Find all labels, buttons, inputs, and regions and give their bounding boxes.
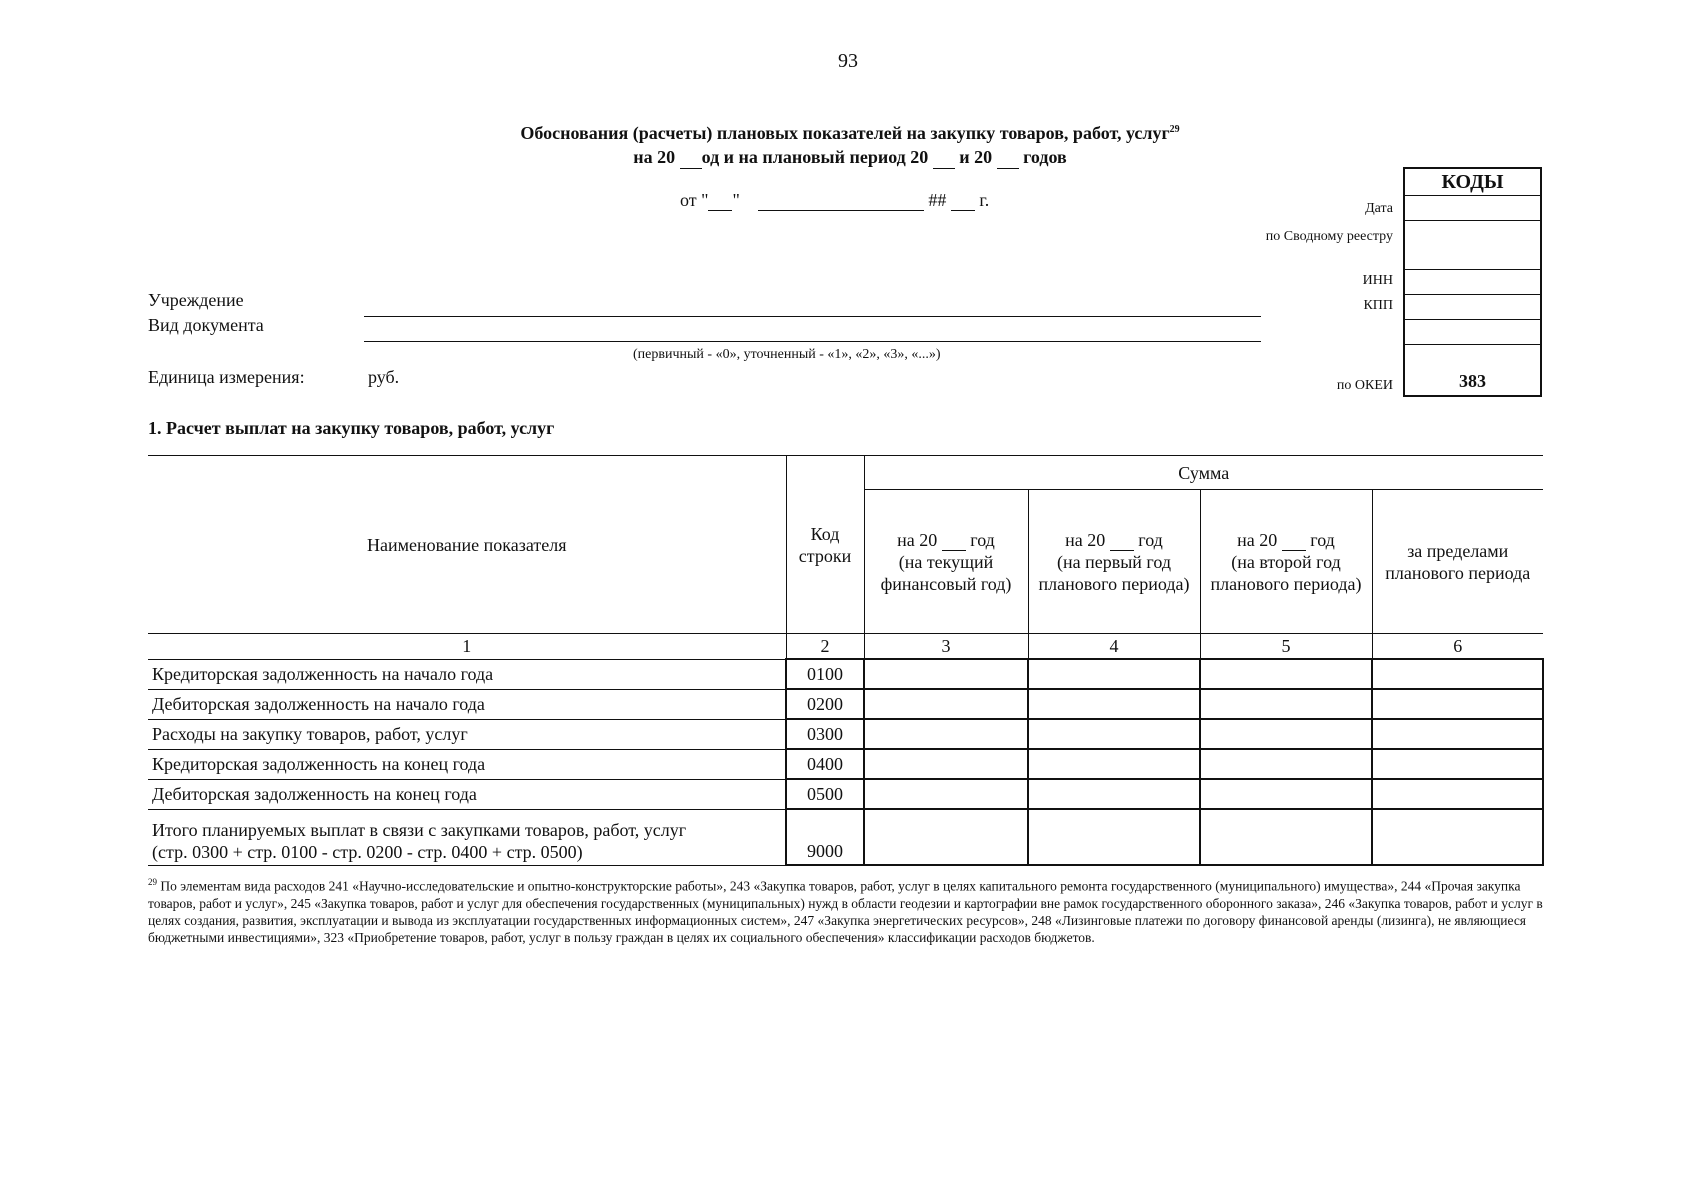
title-line-2 [300, 145, 1400, 169]
amount-cell[interactable] [1372, 659, 1543, 689]
code-inn-field[interactable] [1405, 270, 1540, 295]
year-day-blank[interactable] [951, 190, 975, 211]
table-row-total [148, 809, 1543, 865]
code-kpp-field[interactable] [1405, 295, 1540, 320]
doc-type-hint: (первичный - «0», уточненный - «1», «2», «3», «...») [633, 347, 941, 362]
table-row [148, 719, 1543, 749]
footnote-text: По элементам вида расходов 241 «Научно-исследовательские и опытно-конструкторские работы», 243 «Закупка товаров, работ, услуг в целях капитального ремонта государственного (муниципального) имущества», 244 «Прочая закупка товаров, работ и услуг», 245 «Закупка товаров, работ и услуг для обеспечения государственных (муниципальных) нужд в области геодезии и картографии вне рамок государственного оборонного заказа», 246 «Закупка товаров, работ и услуг в целях создания, развития, эксплуатации и вывода из эксплуатации государственных информационных систем», 247 «Закупка энергетических ресурсов», 248 «Лизинговые платежи по договору финансовой аренды (лизинга), не являющиеся бюджетными инвестициями», 323 «Приобретение товаров, работ, услуг в пользу граждан в целях их социального обеспечения» классификации расходов бюджетов. [148, 878, 1543, 945]
footnote-mark: 29 [148, 877, 157, 887]
amount-cell[interactable] [864, 779, 1028, 809]
plan-year-1-blank[interactable] [933, 148, 955, 169]
amount-cell[interactable] [1200, 779, 1372, 809]
amount-cell[interactable] [1200, 719, 1372, 749]
row-code: 0500 [786, 779, 864, 809]
section-title: 1. Расчет выплат на закупку товаров, работ, услуг [148, 418, 555, 438]
col-4-year [1033, 529, 1196, 551]
codes-header: КОДЫ [1405, 169, 1540, 196]
col-number: 1 [148, 634, 786, 660]
institution-label: Учреждение [148, 290, 244, 310]
amount-cell[interactable] [864, 749, 1028, 779]
amount-cell[interactable] [864, 689, 1028, 719]
col-5-desc: (на второй год планового периода) [1210, 551, 1362, 594]
amount-cell[interactable] [1200, 659, 1372, 689]
code-doc-type-field[interactable] [1405, 320, 1540, 345]
row-name: Кредиторская задолженность на начало года [148, 659, 786, 689]
date-suffix: г. [979, 190, 990, 210]
col-header-second-plan-year [1200, 490, 1372, 634]
row-name: Дебиторская задолженность на конец года [148, 779, 786, 809]
col-5-year-prefix: на 20 [1237, 529, 1278, 550]
total-name-line-1: Итого планируемых выплат в связи с закупками товаров, работ, услуг [152, 819, 687, 840]
total-row-code: 9000 [786, 809, 864, 865]
col-4-year-blank[interactable] [1110, 532, 1134, 551]
month-blank[interactable] [758, 190, 924, 211]
amount-cell[interactable] [1028, 809, 1200, 865]
row-name: Кредиторская задолженность на конец года [148, 749, 786, 779]
code-label-inn: ИНН [1362, 273, 1393, 288]
amount-cell[interactable] [1372, 749, 1543, 779]
amount-cell[interactable] [1028, 689, 1200, 719]
amount-cell[interactable] [1372, 779, 1543, 809]
unit-value: руб. [368, 367, 400, 387]
code-label-kpp: КПП [1363, 298, 1393, 313]
col-number: 5 [1200, 634, 1372, 660]
amount-cell[interactable] [1028, 719, 1200, 749]
col-3-desc: (на текущий финансовый год) [880, 551, 1012, 594]
col-number: 4 [1028, 634, 1200, 660]
date-quote: " [732, 190, 740, 210]
col-3-year-prefix: на 20 [897, 529, 938, 550]
title-and-year: и 20 [959, 147, 993, 167]
institution-field[interactable] [364, 316, 1261, 317]
amount-cell[interactable] [1372, 809, 1543, 865]
title-plan-period: од и на плановый период 20 [701, 147, 929, 167]
col-5-year-blank[interactable] [1282, 532, 1306, 551]
table-row [148, 659, 1543, 689]
plan-year-2-blank[interactable] [997, 148, 1019, 169]
col-4-year-prefix: на 20 [1065, 529, 1106, 550]
col-3-year [869, 529, 1024, 551]
amount-cell[interactable] [1200, 809, 1372, 865]
title-line-1 [300, 118, 1400, 145]
amount-cell[interactable] [1028, 779, 1200, 809]
col-header-code: Код строки [786, 456, 864, 634]
row-code: 0100 [786, 659, 864, 689]
day-blank[interactable] [708, 190, 732, 211]
page-number: 93 [838, 50, 858, 72]
date-line [680, 190, 989, 211]
amount-cell[interactable] [1372, 689, 1543, 719]
amount-cell[interactable] [864, 659, 1028, 689]
table-row [148, 779, 1543, 809]
table-row [148, 689, 1543, 719]
col-number: 3 [864, 634, 1028, 660]
amount-cell[interactable] [1028, 659, 1200, 689]
code-registry-field[interactable] [1405, 221, 1540, 270]
amount-cell[interactable] [1372, 719, 1543, 749]
col-header-beyond-plan: за пределами планового периода [1372, 490, 1543, 634]
title-year-prefix: на 20 [633, 147, 676, 167]
code-label-okei: по ОКЕИ [1336, 378, 1393, 393]
col-5-year [1205, 529, 1368, 551]
col-header-current-year [864, 490, 1028, 634]
title-text: Обоснования (расчеты) плановых показателей на закупку товаров, работ, услуг [520, 123, 1170, 143]
col-5-year-suffix: год [1310, 529, 1335, 550]
row-name: Расходы на закупку товаров, работ, услуг [148, 719, 786, 749]
row-code: 0300 [786, 719, 864, 749]
col-header-name: Наименование показателя [148, 456, 786, 634]
amount-cell[interactable] [1200, 689, 1372, 719]
col-header-sum: Сумма [864, 456, 1543, 490]
doc-type-field[interactable] [364, 341, 1261, 342]
column-numbers-row [148, 634, 1543, 660]
codes-box [1403, 167, 1542, 397]
row-code: 0200 [786, 689, 864, 719]
amount-cell[interactable] [1200, 749, 1372, 779]
doc-type-label: Вид документа [148, 315, 264, 335]
year-blank[interactable] [680, 148, 702, 169]
amount-cell[interactable] [864, 809, 1028, 865]
unit-label: Единица измерения: [148, 367, 305, 387]
amount-cell[interactable] [864, 719, 1028, 749]
amount-cell[interactable] [1028, 749, 1200, 779]
payments-table [148, 455, 1544, 866]
col-4-desc: (на первый год планового периода) [1038, 551, 1190, 594]
col-number: 6 [1372, 634, 1543, 660]
col-number: 2 [786, 634, 864, 660]
table-row [148, 749, 1543, 779]
code-okei-field[interactable]: 383 [1459, 371, 1486, 391]
col-header-first-plan-year [1028, 490, 1200, 634]
code-date-field[interactable] [1405, 196, 1540, 221]
total-row-name [148, 809, 786, 865]
date-year-hash: ## [928, 190, 947, 210]
col-4-year-suffix: год [1138, 529, 1163, 550]
footnote-ref: 29 [1169, 124, 1180, 135]
date-prefix: от " [680, 190, 709, 210]
footnote [148, 874, 1543, 946]
title-years-suffix: годов [1023, 147, 1067, 167]
col-3-year-suffix: год [970, 529, 995, 550]
row-code: 0400 [786, 749, 864, 779]
col-3-year-blank[interactable] [942, 532, 966, 551]
row-name: Дебиторская задолженность на начало года [148, 689, 786, 719]
code-label-registry: по Сводному реестру [1265, 229, 1393, 244]
form-title [300, 118, 1400, 169]
code-label-date: Дата [1365, 201, 1393, 216]
total-name-line-2: (стр. 0300 + стр. 0100 - стр. 0200 - стр. 0400 + стр. 0500) [152, 841, 583, 862]
